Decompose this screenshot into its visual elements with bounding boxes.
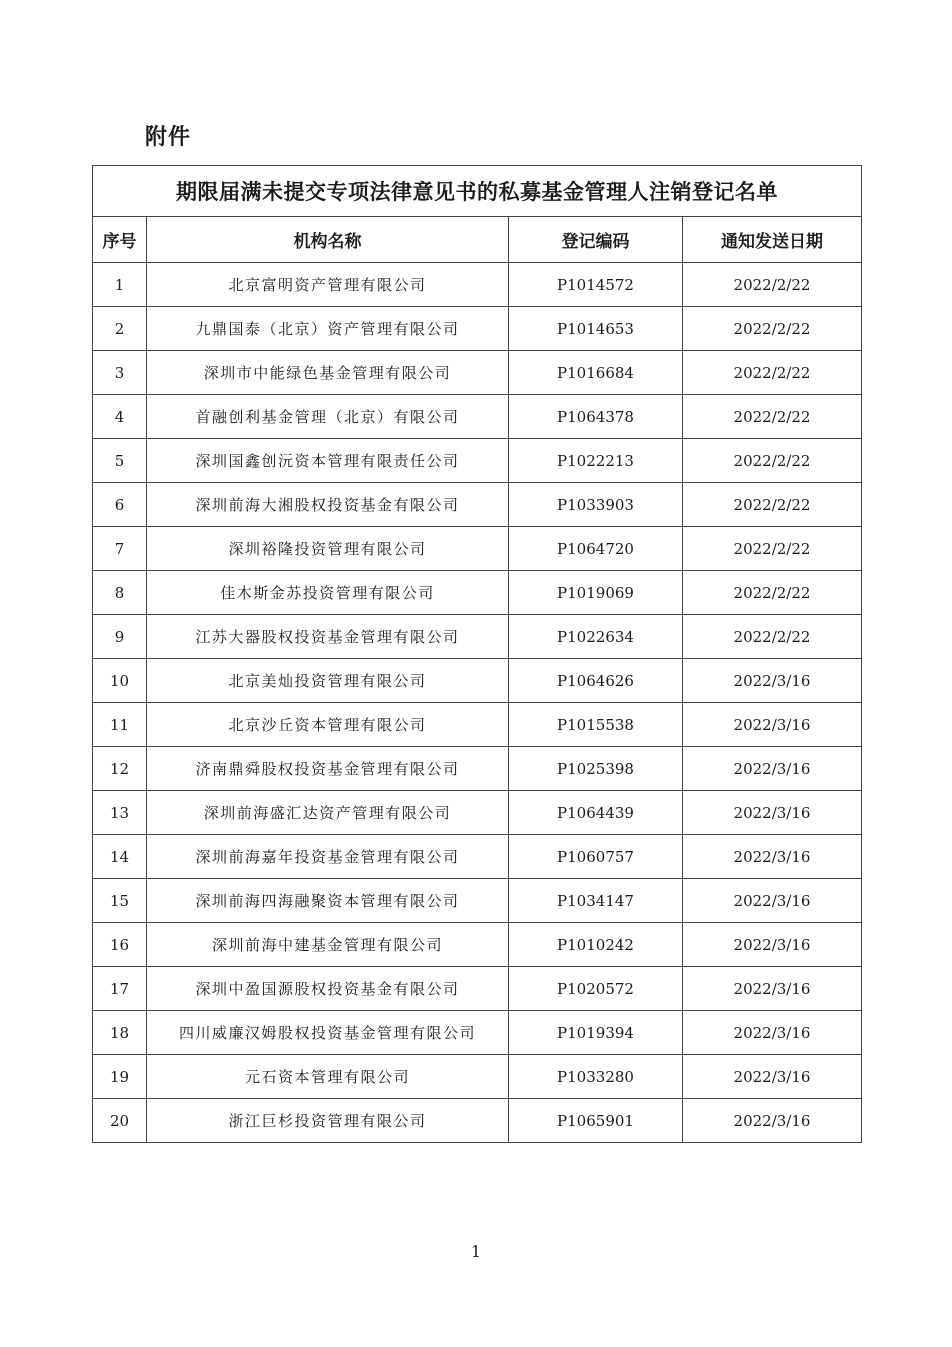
table-row (93, 879, 862, 923)
reg-code: P1060757 (509, 835, 683, 879)
row-index: 19 (93, 1055, 147, 1099)
table-row (93, 527, 862, 571)
org-name: 深圳前海中建基金管理有限公司 (147, 923, 509, 967)
table-row (93, 571, 862, 615)
row-index: 1 (93, 263, 147, 307)
notice-date: 2022/2/22 (683, 351, 862, 395)
reg-code: P1064720 (509, 527, 683, 571)
row-index: 2 (93, 307, 147, 351)
table-row (93, 263, 862, 307)
org-name: 深圳前海盛汇达资产管理有限公司 (147, 791, 509, 835)
notice-date: 2022/3/16 (683, 1099, 862, 1143)
notice-date: 2022/3/16 (683, 835, 862, 879)
notice-date: 2022/3/16 (683, 967, 862, 1011)
table-row (93, 703, 862, 747)
row-index: 17 (93, 967, 147, 1011)
table-header-row (93, 217, 862, 263)
row-index: 8 (93, 571, 147, 615)
reg-code: P1064378 (509, 395, 683, 439)
table-row (93, 659, 862, 703)
attachment-label: 附件 (145, 125, 192, 150)
reg-code: P1020572 (509, 967, 683, 1011)
row-index: 7 (93, 527, 147, 571)
org-name: 深圳中盈国源股权投资基金有限公司 (147, 967, 509, 1011)
org-name: 济南鼎舜股权投资基金管理有限公司 (147, 747, 509, 791)
table-row (93, 1011, 862, 1055)
org-name: 北京沙丘资本管理有限公司 (147, 703, 509, 747)
notice-date: 2022/2/22 (683, 307, 862, 351)
row-index: 20 (93, 1099, 147, 1143)
notice-date: 2022/3/16 (683, 923, 862, 967)
org-name: 北京美灿投资管理有限公司 (147, 659, 509, 703)
table-row (93, 1099, 862, 1143)
reg-code: P1033280 (509, 1055, 683, 1099)
table-row (93, 395, 862, 439)
notice-date: 2022/3/16 (683, 879, 862, 923)
table-row (93, 747, 862, 791)
table-row (93, 439, 862, 483)
org-name: 浙江巨杉投资管理有限公司 (147, 1099, 509, 1143)
table-row (93, 835, 862, 879)
reg-code: P1015538 (509, 703, 683, 747)
notice-date: 2022/2/22 (683, 263, 862, 307)
row-index: 11 (93, 703, 147, 747)
row-index: 3 (93, 351, 147, 395)
row-index: 18 (93, 1011, 147, 1055)
notice-date: 2022/3/16 (683, 1011, 862, 1055)
row-index: 9 (93, 615, 147, 659)
row-index: 10 (93, 659, 147, 703)
table-row (93, 923, 862, 967)
org-name: 四川威廉汉姆股权投资基金管理有限公司 (147, 1011, 509, 1055)
reg-code: P1016684 (509, 351, 683, 395)
notice-date: 2022/2/22 (683, 615, 862, 659)
table-row (93, 791, 862, 835)
org-name: 深圳国鑫创沅资本管理有限责任公司 (147, 439, 509, 483)
notice-date: 2022/3/16 (683, 747, 862, 791)
org-name: 九鼎国泰（北京）资产管理有限公司 (147, 307, 509, 351)
notice-date: 2022/2/22 (683, 527, 862, 571)
org-name: 深圳前海大湘股权投资基金有限公司 (147, 483, 509, 527)
table-title: 期限届满未提交专项法律意见书的私募基金管理人注销登记名单 (93, 166, 862, 217)
reg-code: P1025398 (509, 747, 683, 791)
row-index: 5 (93, 439, 147, 483)
row-index: 14 (93, 835, 147, 879)
deregistration-table (92, 165, 862, 1143)
row-index: 6 (93, 483, 147, 527)
table-row (93, 351, 862, 395)
table-row (93, 1055, 862, 1099)
header-reg-code: 登记编码 (509, 217, 683, 263)
reg-code: P1010242 (509, 923, 683, 967)
org-name: 深圳市中能绿色基金管理有限公司 (147, 351, 509, 395)
notice-date: 2022/2/22 (683, 571, 862, 615)
notice-date: 2022/2/22 (683, 439, 862, 483)
header-org-name: 机构名称 (147, 217, 509, 263)
table-row (93, 967, 862, 1011)
org-name: 深圳前海嘉年投资基金管理有限公司 (147, 835, 509, 879)
table-row (93, 615, 862, 659)
reg-code: P1014572 (509, 263, 683, 307)
row-index: 4 (93, 395, 147, 439)
table-title-row (93, 166, 862, 217)
reg-code: P1022634 (509, 615, 683, 659)
row-index: 12 (93, 747, 147, 791)
page-number: 1 (470, 1242, 482, 1261)
row-index: 13 (93, 791, 147, 835)
org-name: 元石资本管理有限公司 (147, 1055, 509, 1099)
notice-date: 2022/3/16 (683, 703, 862, 747)
reg-code: P1064626 (509, 659, 683, 703)
notice-date: 2022/3/16 (683, 1055, 862, 1099)
reg-code: P1064439 (509, 791, 683, 835)
notice-date: 2022/3/16 (683, 791, 862, 835)
row-index: 15 (93, 879, 147, 923)
reg-code: P1034147 (509, 879, 683, 923)
reg-code: P1019069 (509, 571, 683, 615)
table-row (93, 307, 862, 351)
reg-code: P1014653 (509, 307, 683, 351)
org-name: 深圳裕隆投资管理有限公司 (147, 527, 509, 571)
reg-code: P1033903 (509, 483, 683, 527)
org-name: 江苏大器股权投资基金管理有限公司 (147, 615, 509, 659)
header-index: 序号 (93, 217, 147, 263)
table-row (93, 483, 862, 527)
row-index: 16 (93, 923, 147, 967)
reg-code: P1019394 (509, 1011, 683, 1055)
reg-code: P1022213 (509, 439, 683, 483)
header-notice-date: 通知发送日期 (683, 217, 862, 263)
reg-code: P1065901 (509, 1099, 683, 1143)
org-name: 北京富明资产管理有限公司 (147, 263, 509, 307)
org-name: 佳木斯金苏投资管理有限公司 (147, 571, 509, 615)
org-name: 首融创利基金管理（北京）有限公司 (147, 395, 509, 439)
notice-date: 2022/2/22 (683, 395, 862, 439)
org-name: 深圳前海四海融聚资本管理有限公司 (147, 879, 509, 923)
notice-date: 2022/3/16 (683, 659, 862, 703)
notice-date: 2022/2/22 (683, 483, 862, 527)
table-body (93, 263, 862, 1143)
